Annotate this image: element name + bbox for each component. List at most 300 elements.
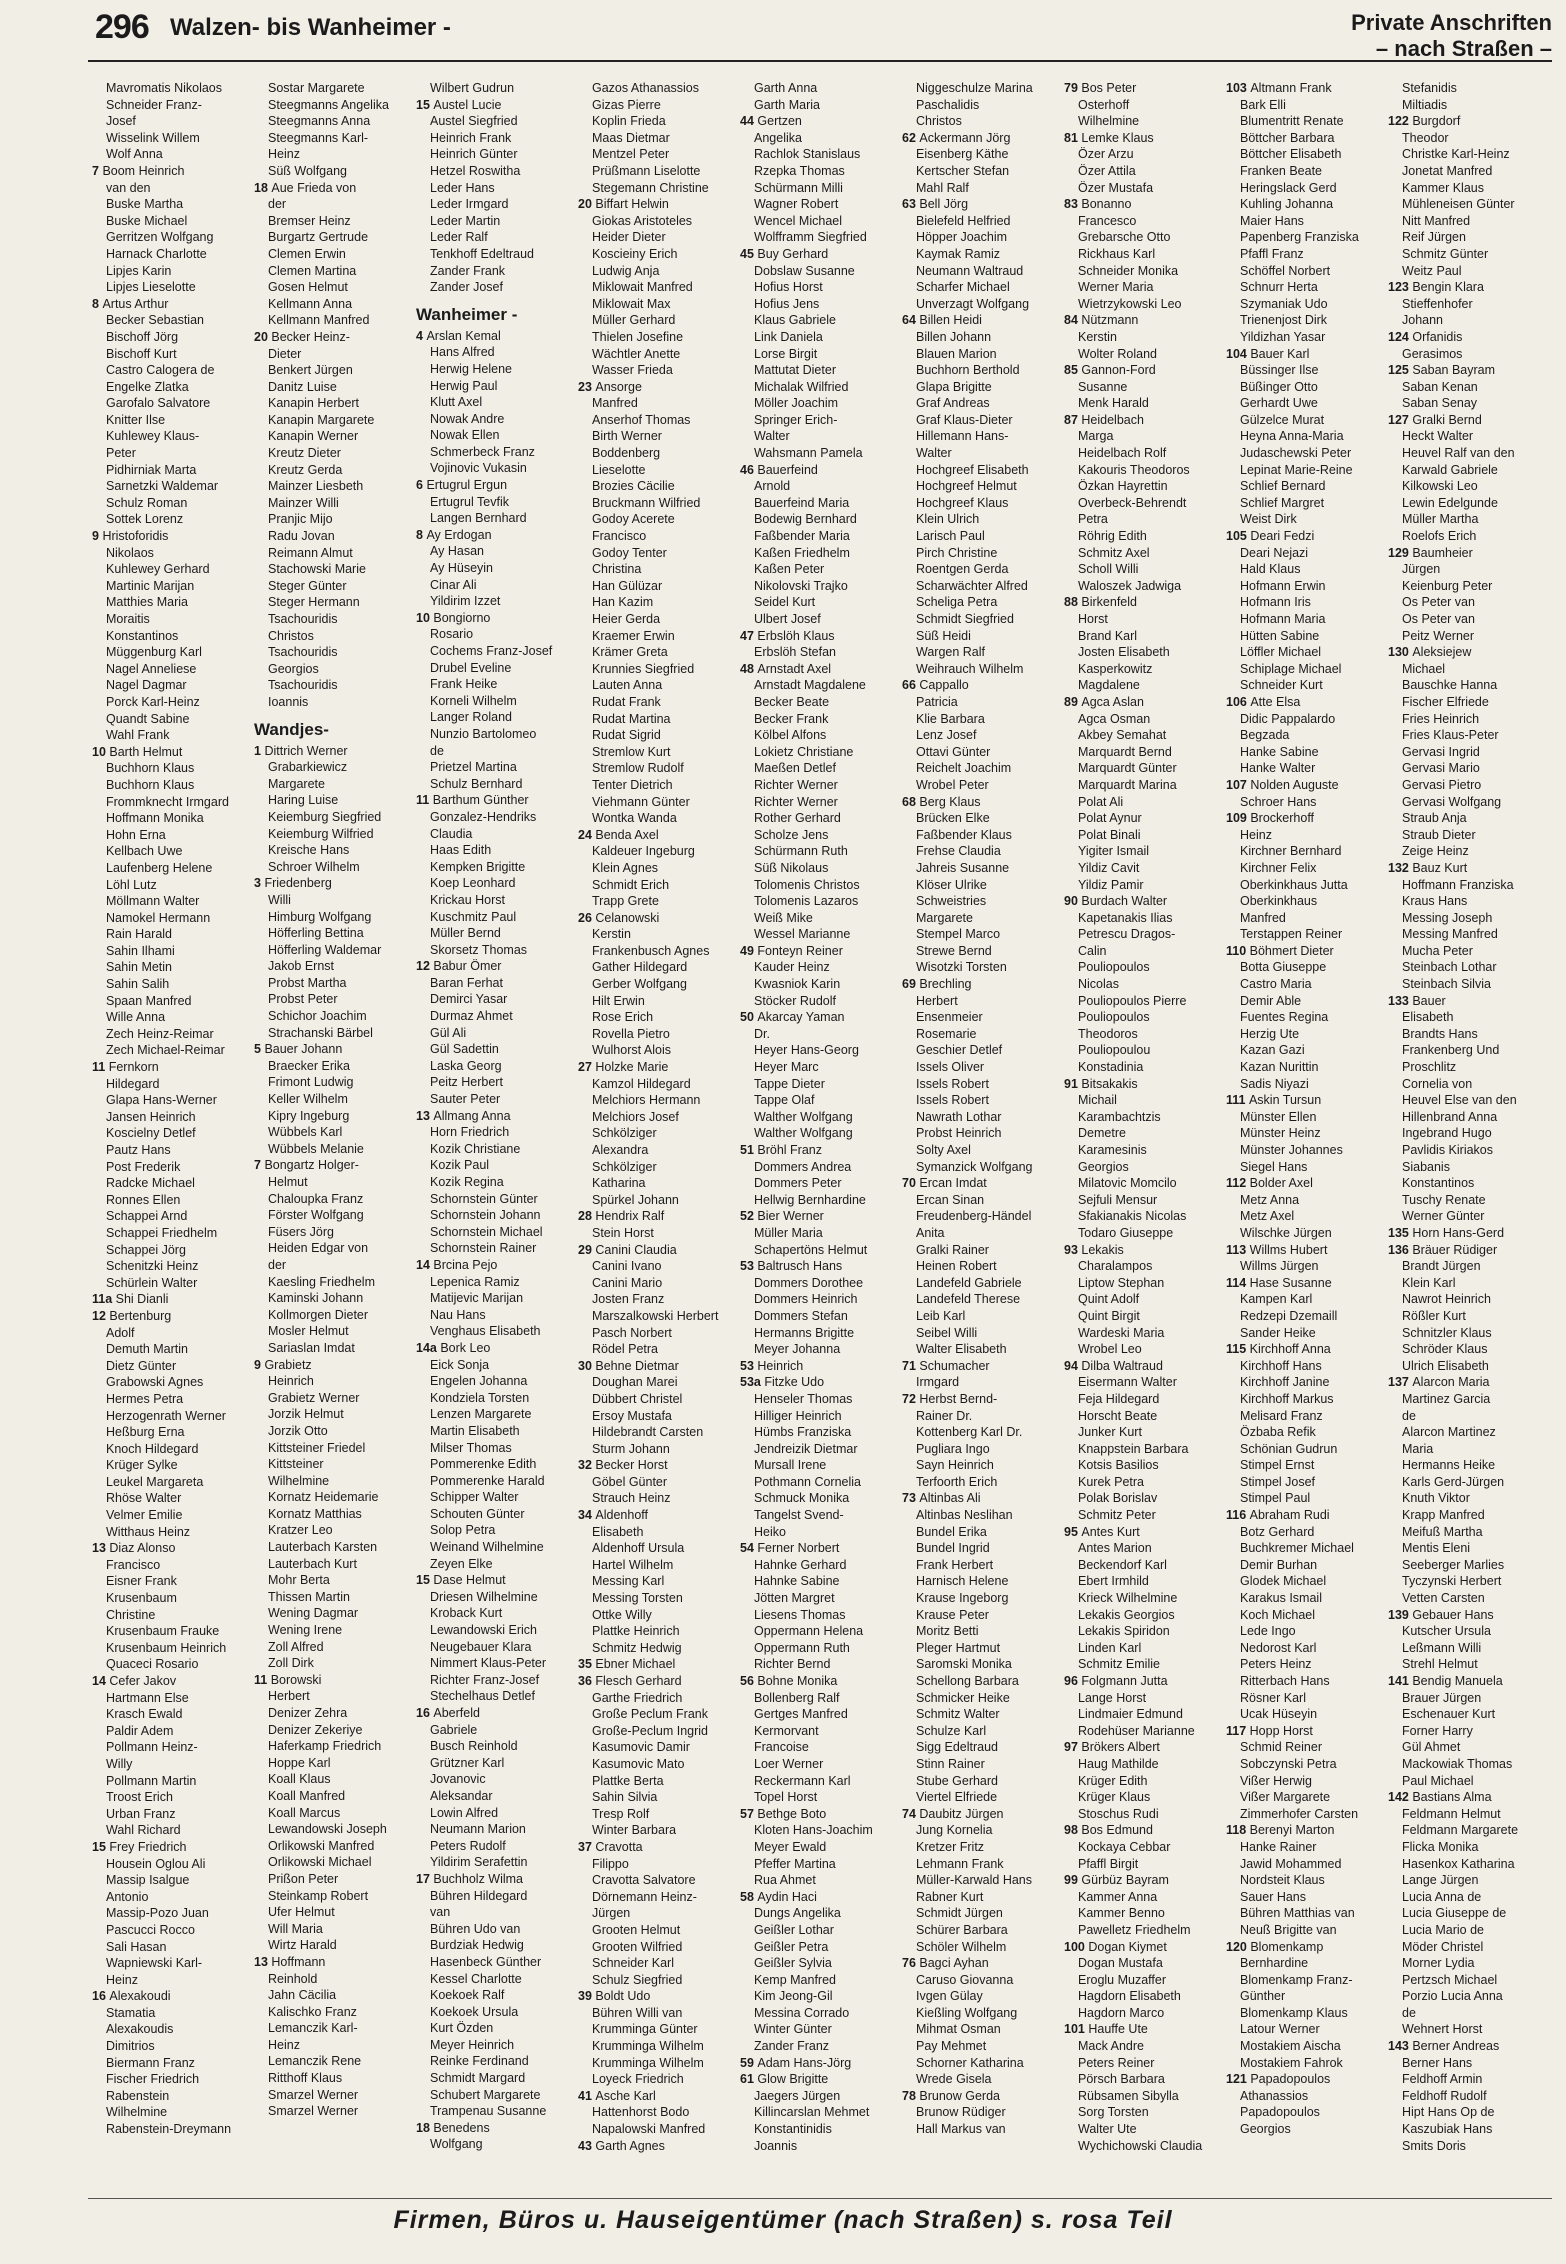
directory-entry: Loer Werner (754, 1756, 824, 1771)
directory-entry: Ensenmeier (916, 1010, 983, 1025)
directory-entry: Kraemer Erwin (592, 628, 675, 643)
directory-entry: Münster Ellen (1240, 1109, 1317, 1124)
directory-entry: Brauer Jürgen (1402, 1690, 1482, 1705)
directory-entry (902, 1955, 1064, 1972)
directory-entry: Hans Alfred (430, 345, 495, 360)
resident-name: Cappallo (919, 678, 969, 693)
directory-entry: Schlief Margret (1240, 495, 1325, 510)
directory-entry: Gül Ahmet (1402, 1740, 1461, 1755)
house-number: 93 (1064, 1242, 1082, 1257)
directory-entry: Klein Ulrich (916, 512, 980, 527)
resident-name: Berg Klaus (919, 794, 981, 809)
directory-entry (254, 875, 416, 892)
directory-entry: Solop Petra (430, 1523, 496, 1538)
house-number: 71 (902, 1358, 920, 1373)
resident-name: Erbslöh Klaus (757, 628, 835, 643)
directory-entry: Kaßen Peter (754, 562, 825, 577)
directory-entry: Paul Michael (1402, 1773, 1474, 1788)
resident-name: Burdach Walter (1081, 894, 1168, 909)
entry-continuation: Petra (1078, 512, 1108, 527)
directory-entry: Gosen Helmut (268, 280, 348, 295)
directory-entry: Hagdorn Marco (1078, 2005, 1165, 2020)
house-number: 36 (578, 1674, 596, 1688)
directory-entry: Wahsmann Pamela (754, 446, 863, 461)
directory-entry: Gülzelce Murat (1240, 412, 1325, 427)
directory-entry: Oppermann Helena (754, 1624, 864, 1639)
directory-entry (740, 462, 902, 479)
directory-entry: Herwig Paul (430, 378, 498, 393)
entry-continuation: Angelika (754, 130, 802, 145)
directory-entry (254, 180, 416, 197)
resident-name: Bauz Kurt (1412, 860, 1468, 875)
directory-entry: Marquardt Bernd (1078, 744, 1172, 759)
directory-entry: Frehse Claudia (916, 844, 1001, 859)
directory-entry: Engelen Johanna (430, 1374, 528, 1389)
directory-entry: Eschenauer Kurt (1402, 1707, 1496, 1722)
directory-entry: Jung Kornelia (916, 1823, 993, 1838)
directory-entry: Möller Joachim (754, 396, 839, 411)
directory-entry: Schappei Arnd (106, 1209, 188, 1224)
directory-entry: Housein Oglou Ali (106, 1856, 206, 1871)
directory-entry: Müller Gerhard (592, 313, 676, 328)
directory-entry: Zoll Alfred (268, 1639, 324, 1654)
house-number: 94 (1064, 1358, 1082, 1373)
directory-entry (740, 1540, 902, 1557)
directory-entry: Sahin Salih (106, 977, 170, 992)
directory-entry (740, 2071, 902, 2088)
directory-entry: Stempel Marco (916, 927, 1001, 942)
directory-entry: Klöser Ulrike (916, 877, 987, 892)
house-number: 37 (578, 1839, 596, 1854)
directory-entry: Langer Roland (430, 710, 513, 725)
directory-entry (1064, 1939, 1226, 1956)
entry-continuation: Michail (1078, 1093, 1117, 1108)
directory-entry: Burdziak Hedwig (430, 1938, 524, 1953)
directory-entry: Schmitz Günter (1402, 246, 1489, 261)
directory-entry: Alarcon Martinez (1402, 1425, 1496, 1440)
house-number: 39 (578, 1989, 596, 2004)
resident-name: Holzke Marie (595, 1060, 669, 1075)
directory-entry: Steegmanns Anna (268, 114, 371, 129)
directory-entry: Neugebauer Klara (430, 1639, 532, 1654)
directory-entry: Pirch Christine (916, 545, 998, 560)
house-number: 1 (254, 743, 265, 758)
directory-entry: Lewin Edelgunde (1402, 495, 1498, 510)
house-number: 30 (578, 1358, 596, 1373)
directory-entry: Peters Heinz (1240, 1657, 1312, 1672)
directory-entry: Wolf Anna (106, 147, 163, 162)
directory-entry: Wietrzykowski Leo (1078, 296, 1182, 311)
directory-entry: Rother Gerhard (754, 811, 841, 826)
directory-entry: Peitz Werner (1402, 628, 1475, 643)
directory-entry: Hillemann Hans- (916, 429, 1009, 444)
entry-continuation: Georgios (1078, 1159, 1129, 1174)
directory-entry: Kornatz Heidemarie (268, 1490, 379, 1505)
house-number: 32 (578, 1458, 596, 1473)
resident-name: Bendig Manuela (1412, 1674, 1503, 1688)
directory-entry: Godoy Tenter (592, 545, 667, 560)
directory-entry: Porzio Lucia Anna (1402, 1989, 1503, 2004)
directory-entry: Kammer Anna (1078, 1889, 1158, 1904)
directory-entry (1064, 130, 1226, 147)
entry-continuation: Athanassios (1240, 2088, 1309, 2103)
directory-entry: Rabenstein-Dreymann (106, 2122, 232, 2137)
directory-entry (1226, 810, 1388, 827)
directory-entry: Smarzel Werner (268, 2104, 359, 2119)
house-number: 89 (1064, 694, 1082, 709)
directory-entry: Symanzick Wolfgang (916, 1159, 1033, 1174)
directory-entry: Hanke Rainer (1240, 1839, 1317, 1854)
directory-entry: Hofius Jens (754, 296, 820, 311)
directory-entry: Hagdorn Elisabeth (1078, 1989, 1181, 2004)
directory-entry: Büssinger Ilse (1240, 363, 1319, 378)
directory-entry: Reichelt Joachim (916, 761, 1012, 776)
directory-entry: Pommerenke Edith (430, 1457, 537, 1472)
directory-entry: Caruso Giovanna (916, 1972, 1014, 1987)
house-number: 90 (1064, 894, 1082, 909)
entry-continuation: Günther (1240, 1989, 1286, 2004)
house-number: 48 (740, 661, 758, 676)
directory-entry: Dobslaw Susanne (754, 263, 855, 278)
directory-entry: Kornatz Matthias (268, 1506, 362, 1521)
directory-entry: Wisotzki Torsten (916, 960, 1007, 975)
house-number: 14 (416, 1257, 434, 1272)
directory-entry: Höfferling Waldemar (268, 942, 382, 957)
house-number: 141 (1388, 1674, 1413, 1688)
directory-entry: Kozik Christiane (430, 1141, 521, 1156)
resident-name: Glow Brigitte (757, 2072, 829, 2087)
directory-entry: Knitter Ilse (106, 412, 166, 427)
house-number: 6 (416, 478, 427, 493)
directory-entry: Wardeski Maria (1078, 1325, 1165, 1340)
entry-continuation: Reinhold (268, 1971, 318, 1986)
directory-entry: Sfakianakis Nicolas (1078, 1209, 1187, 1224)
directory-entry: Krasch Ewald (106, 1707, 183, 1722)
directory-entry (254, 743, 416, 760)
page-header (0, 0, 1566, 62)
directory-entry: Frank Heike (430, 677, 498, 692)
directory-entry: Trapp Grete (592, 894, 659, 909)
entry-continuation: Claudia (430, 826, 473, 841)
entry-continuation: Jürgen (592, 1906, 631, 1921)
house-number: 83 (1064, 197, 1082, 212)
directory-entry: Meyer Heinrich (430, 2037, 515, 2052)
directory-entry: Antes Marion (1078, 1541, 1152, 1556)
directory-entry: Alexakoudis (106, 2022, 174, 2037)
entry-continuation: Magdalene (1078, 678, 1140, 693)
directory-entry: Winter Günter (754, 2022, 832, 2037)
house-number: 45 (740, 246, 758, 261)
directory-entry: Röhrig Edith (1078, 529, 1147, 544)
directory-entry: Rose Erich (592, 1010, 654, 1025)
directory-entry: Wulhorst Alois (592, 1043, 671, 1058)
directory-column (92, 80, 254, 2180)
directory-entry (902, 1358, 1064, 1375)
entry-continuation: Rainer Dr. (916, 1408, 973, 1423)
directory-entry: Jorzik Helmut (268, 1407, 344, 1422)
entry-continuation: Theodoros (1078, 1026, 1138, 1041)
directory-entry: Hoppe Karl (268, 1755, 331, 1770)
house-number: 120 (1226, 1939, 1251, 1954)
directory-entry: Tappe Dieter (754, 1076, 825, 1091)
directory-entry: Schmidt Erich (592, 877, 670, 892)
directory-entry: Ottke Willy (592, 1607, 652, 1622)
resident-name: Alarcon Maria (1412, 1375, 1490, 1390)
directory-entry: Kurek Petra (1078, 1474, 1145, 1489)
directory-entry: Wening Dagmar (268, 1606, 359, 1621)
entry-continuation: Georgios (268, 661, 319, 676)
house-number: 101 (1064, 2022, 1089, 2037)
directory-entry: Terstappen Reiner (1240, 927, 1343, 942)
directory-entry: Lorse Birgit (754, 346, 818, 361)
directory-entry: Dungs Angelika (754, 1906, 841, 1921)
resident-name: Bauer Johann (264, 1042, 343, 1057)
street-range-title: Walzen- bis Wanheimer - (170, 14, 451, 41)
entry-continuation: Alexandra (592, 1143, 649, 1157)
directory-entry: Tangelst Svend- (754, 1508, 844, 1523)
directory-entry: Jendreizik Dietmar (754, 1441, 858, 1456)
directory-entry: Schornstein Johann (430, 1208, 541, 1223)
directory-entry: Jahreis Susanne (916, 860, 1010, 875)
directory-entry (1388, 279, 1550, 296)
directory-entry: Napalowski Manfred (592, 2122, 706, 2137)
directory-entry: Herzogenrath Werner (106, 1408, 226, 1423)
entry-continuation: Helmut (268, 1175, 308, 1189)
directory-entry: Saban Senay (1402, 396, 1478, 411)
directory-entry: Pörsch Barbara (1078, 2072, 1165, 2087)
directory-entry: Ivgen Gülay (916, 1989, 983, 2004)
directory-entry: Kratzer Leo (268, 1523, 333, 1538)
directory-entry: Baran Ferhat (430, 975, 503, 990)
entry-continuation: Heinrich (268, 1374, 314, 1389)
directory-entry: Kellmann Manfred (268, 313, 370, 328)
directory-entry: Kittsteiner (268, 1457, 324, 1472)
directory-entry: Reinke Ferdinand (430, 2054, 529, 2069)
directory-entry: Ulbert Josef (754, 612, 821, 626)
directory-entry: Süß Heidi (916, 628, 971, 643)
directory-entry (1388, 362, 1550, 379)
house-number: 49 (740, 943, 758, 958)
directory-entry: Velmer Emilie (106, 1508, 183, 1523)
directory-entry: Ritterbach Hans (1240, 1674, 1330, 1688)
directory-entry (578, 1673, 740, 1690)
directory-entry: Lauten Anna (592, 678, 663, 693)
directory-entry: Fuentes Regina (1240, 1010, 1329, 1025)
header-rule (88, 60, 1552, 62)
resident-name: Fonteyn Reiner (757, 943, 843, 958)
directory-entry: Bundel Ingrid (916, 1541, 990, 1556)
directory-entry: Mühleneisen Günter (1402, 197, 1515, 212)
directory-entry: Schneider Karl (592, 1956, 674, 1971)
directory-entry (416, 328, 578, 345)
directory-entry: Lowin Alfred (430, 1805, 499, 1820)
directory-entry: Kaszubiak Hans (1402, 2122, 1493, 2137)
house-number: 23 (578, 379, 596, 394)
directory-entry: Dommers Peter (754, 1176, 842, 1191)
house-number: 68 (902, 794, 920, 809)
directory-entry: Sayn Heinrich (916, 1458, 994, 1473)
directory-entry: Sander Heike (1240, 1325, 1316, 1340)
directory-entry (416, 1871, 578, 1888)
directory-entry: Reimann Almut (268, 545, 353, 560)
directory-entry: Tsachouridis (268, 645, 338, 660)
house-number: 136 (1388, 1242, 1413, 1257)
directory-entry: Issels Oliver (916, 1060, 985, 1075)
directory-entry: Post Frederik (106, 1159, 181, 1174)
directory-entry (1226, 777, 1388, 794)
resident-name: Behne Dietmar (595, 1358, 679, 1373)
directory-entry: Dietz Günter (106, 1358, 177, 1373)
entry-continuation: Heinz (1240, 827, 1272, 842)
directory-entry (1226, 2071, 1388, 2088)
resident-name: Bohne Monika (757, 1674, 838, 1688)
directory-entry (416, 527, 578, 544)
directory-entry (1388, 644, 1550, 661)
resident-name: Dittrich Werner (264, 743, 348, 758)
directory-entry: Gervasi Pietro (1402, 777, 1482, 792)
house-number: 34 (578, 1508, 596, 1523)
directory-entry: Mohr Berta (268, 1573, 330, 1588)
directory-entry: Feja Hildegard (1078, 1391, 1160, 1406)
directory-entry: Mentis Eleni (1402, 1541, 1471, 1556)
directory-entry: Kölbel Alfons (754, 728, 827, 743)
directory-entry: Radu Jovan (268, 529, 335, 544)
directory-entry: Kießling Wolfgang (916, 2005, 1018, 2020)
directory-entry: Henseler Thomas (754, 1391, 853, 1406)
entry-continuation: Begzada (1240, 728, 1290, 743)
directory-entry: Heuvel Ralf van den (1402, 446, 1515, 461)
directory-entry: Lede Ingo (1240, 1624, 1296, 1639)
directory-entry: Klein Karl (1402, 1275, 1456, 1290)
directory-entry: Rain Harald (106, 927, 173, 942)
directory-entry (1226, 1175, 1388, 1192)
directory-entry: Tenter Dietrich (592, 777, 673, 792)
directory-entry: Kozik Paul (430, 1158, 490, 1173)
directory-entry (1388, 993, 1550, 1010)
directory-entry (416, 792, 578, 809)
directory-entry: Große Peclum Frank (592, 1707, 709, 1722)
entry-continuation: Wilhelmine (268, 1473, 330, 1488)
directory-entry: Kollmorgen Dieter (268, 1307, 369, 1322)
directory-entry: Lokietz Christiane (754, 744, 854, 759)
directory-entry: Yigiter Ismail (1078, 844, 1150, 859)
house-number: 12 (92, 1308, 110, 1323)
resident-name: Biffart Helwin (595, 197, 669, 212)
directory-entry: Blomenkamp Klaus (1240, 2005, 1348, 2020)
directory-entry: Hahnke Sabine (754, 1574, 840, 1589)
directory-entry: Schnitzler Klaus (1402, 1325, 1492, 1340)
directory-entry: Peters Rudolf (430, 1838, 506, 1853)
directory-entry: Sauter Peter (430, 1092, 501, 1107)
directory-entry (1226, 528, 1388, 545)
directory-entry: Messing Manfred (1402, 927, 1498, 942)
house-number: 137 (1388, 1375, 1413, 1390)
house-number: 91 (1064, 1076, 1082, 1091)
directory-entry: Kuschmitz Paul (430, 909, 517, 924)
resident-name: Becker Heinz- (271, 329, 350, 344)
directory-entry (416, 97, 578, 114)
directory-entry: Meifuß Martha (1402, 1524, 1483, 1539)
directory-entry: Link Daniela (754, 329, 823, 344)
directory-entry: Krieck Wilhelmine (1078, 1591, 1178, 1606)
resident-name: Askin Tursun (1248, 1093, 1322, 1108)
entry-continuation: Konstantinos (1402, 1176, 1475, 1191)
resident-name: Bastians Alma (1412, 1790, 1492, 1805)
directory-entry: Agca Osman (1078, 711, 1151, 726)
directory-entry: Terfoorth Erich (916, 1474, 998, 1489)
directory-entry: Blumentritt Renate (1240, 114, 1344, 129)
directory-entry: Dörnemann Heinz- (592, 1889, 697, 1904)
directory-entry: Thissen Martin (268, 1589, 350, 1604)
directory-entry: Heyna Anna-Maria (1240, 429, 1344, 444)
directory-entry: Jötten Margret (754, 1591, 835, 1606)
directory-entry: Sadis Niyazi (1240, 1076, 1309, 1091)
directory-entry: Stieffenhofer (1402, 296, 1473, 311)
directory-entry: Jaegers Jürgen (754, 2088, 841, 2103)
directory-entry: Tolomenis Christos (754, 877, 860, 892)
entry-continuation: Heinz (106, 1972, 138, 1987)
directory-entry: Kamzol Hildegard (592, 1076, 691, 1091)
directory-entry: Mack Andre (1078, 2039, 1145, 2054)
directory-entry: Schröder Klaus (1402, 1342, 1488, 1357)
directory-entry (1388, 412, 1550, 429)
entry-continuation: Rosario (430, 627, 474, 642)
directory-entry: Schmidt Jürgen (916, 1906, 1003, 1921)
directory-entry (740, 1009, 902, 1026)
house-number: 118 (1226, 1823, 1250, 1838)
directory-entry: Sostar Margarete (268, 81, 365, 95)
directory-entry: Weihrauch Wilhelm (916, 661, 1024, 676)
directory-entry: Hillenbrand Anna (1402, 1109, 1498, 1124)
entry-continuation: van den (106, 180, 151, 195)
house-number: 8 (416, 527, 427, 542)
entry-continuation: Maria (1402, 1441, 1434, 1456)
directory-entry: Lenzen Margarete (430, 1407, 532, 1422)
resident-name: Saban Bayram (1412, 363, 1496, 378)
directory-entry: Meyer Johanna (754, 1342, 841, 1357)
directory-entry: Hoffmann Franziska (1402, 877, 1514, 892)
directory-entry: Grabietz Werner (268, 1390, 360, 1405)
entry-continuation: Dimitrios (106, 2039, 155, 2054)
directory-entry: Klein Agnes (592, 860, 659, 875)
directory-entry: Bremser Heinz (268, 213, 351, 228)
directory-entry: Wrobel Peter (916, 777, 989, 792)
directory-entry (1064, 1524, 1226, 1541)
directory-entry: Krickau Horst (430, 892, 506, 907)
house-number: 125 (1388, 363, 1413, 378)
directory-entry: Landefeld Gabriele (916, 1275, 1022, 1290)
directory-entry: Schönian Gudrun (1240, 1441, 1338, 1456)
house-number: 15 (416, 97, 434, 112)
directory-entry: Schneider Franz- (106, 97, 202, 112)
entry-continuation: Christos (268, 628, 314, 643)
directory-entry: Knoch Hildegard (106, 1441, 199, 1456)
directory-entry (740, 943, 902, 960)
directory-entry: Danitz Luise (268, 379, 337, 394)
directory-entry: Vetten Carsten (1402, 1591, 1485, 1606)
house-number: 12 (416, 959, 434, 974)
directory-entry: Rua Ahmet (754, 1873, 816, 1888)
directory-entry (1064, 312, 1226, 329)
directory-entry: Schulz Bernhard (430, 776, 523, 791)
house-number: 46 (740, 462, 758, 477)
resident-name: Bethge Boto (757, 1806, 827, 1821)
resident-name: Artus Arthur (102, 296, 169, 311)
directory-entry: Ercan Sinan (916, 1192, 985, 1207)
entry-continuation: de (1402, 1408, 1416, 1423)
entry-continuation: Walter (916, 446, 952, 461)
directory-entry: Hochgreef Helmut (916, 479, 1017, 494)
